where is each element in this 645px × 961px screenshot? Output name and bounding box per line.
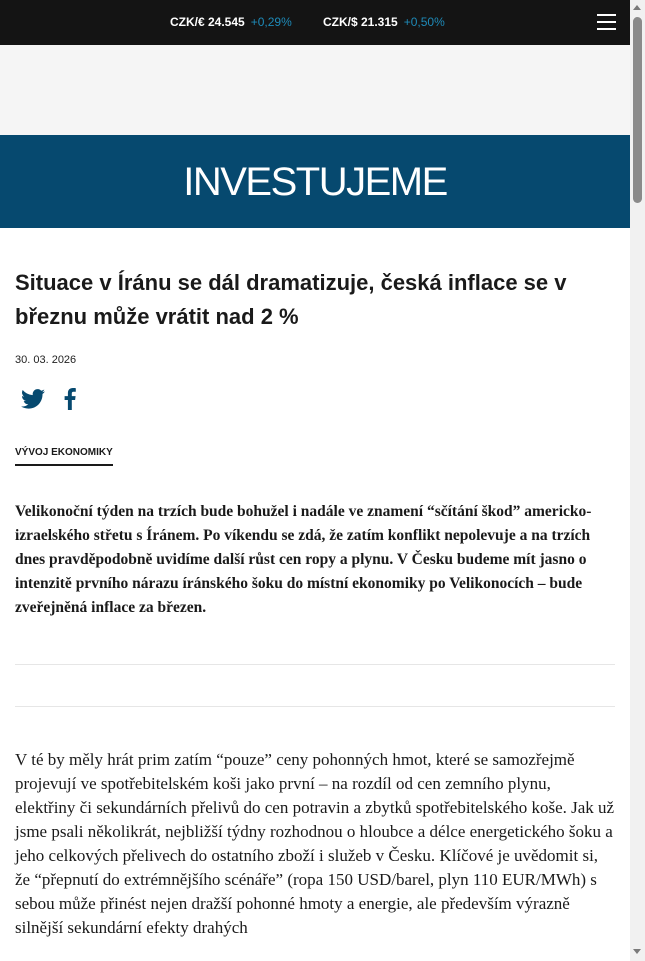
hamburger-icon[interactable] [597, 14, 616, 31]
scroll-up-icon[interactable] [633, 5, 641, 10]
scrollbar-thumb[interactable] [633, 17, 642, 203]
article-date: 30. 03. 2026 [15, 354, 77, 366]
scroll-down-icon[interactable] [633, 949, 641, 954]
category-tag[interactable]: VÝVOJ EKONOMIKY [15, 447, 113, 466]
ticker-eur-change: +0,29% [250, 15, 292, 29]
currency-ticker-bar [0, 0, 630, 45]
site-logo[interactable]: INVESTUJEME [183, 160, 447, 204]
divider [15, 706, 615, 707]
divider [15, 664, 615, 665]
facebook-icon[interactable] [63, 388, 77, 410]
ticker-eur[interactable] [170, 15, 292, 29]
article-lead: Velikonoční týden na trzích bude bohužel i nadále ve znamení “sčítání škod” americko-izraelského střetu s Íránem. Po víkendu se zdá, že zatím konflikt nepolevuje a na trzích dnes pravděpodobně uvidíme další růst cen ropy a plynu. V Česku budeme mít jasno o intenzitě prvního nárazu íránského šoku do místní ekonomiky po Velikonocích – bude zveřejněná inflace za březen. [15, 503, 592, 616]
ticker-usd[interactable] [323, 15, 445, 29]
brand-banner [0, 135, 630, 228]
ticker-usd-rate: CZK/$ 21.315 [323, 15, 398, 29]
scrollbar[interactable] [630, 0, 645, 961]
ad-placeholder [0, 45, 630, 135]
article-body: V té by měly hrát prim zatím “pouze” ceny pohonných hmot, které se samozřejmě projevují ve spotřebitelském koši jako první – na rozdíl od cen zemního plynu, elektřiny či sekundárních přelivů do cen potravin a zbytků spotřebitelského koše. Jak už jsme psali několikrát, nejbližší týdny rozhodnou o hloubce a délce energetického šoku a jeho celkových přelivech do ostatního zboží i služeb v Česku. Klíčové je uvědomit si, že “přepnutí do extrémnějšího scénáře” (ropa 150 USD/barel, plyn 110 EUR/MWh) s sebou může přinést nejen dražší pohonné hmoty a energie, ale především výrazně silnější sekundární efekty drahých [15, 750, 615, 937]
article-title: Situace v Íránu se dál dramatizuje, česká inflace se v březnu může vrátit nad 2 % [15, 270, 567, 329]
twitter-icon[interactable] [21, 388, 45, 410]
ticker-eur-rate: CZK/€ 24.545 [170, 15, 245, 29]
ticker-usd-change: +0,50% [403, 15, 445, 29]
